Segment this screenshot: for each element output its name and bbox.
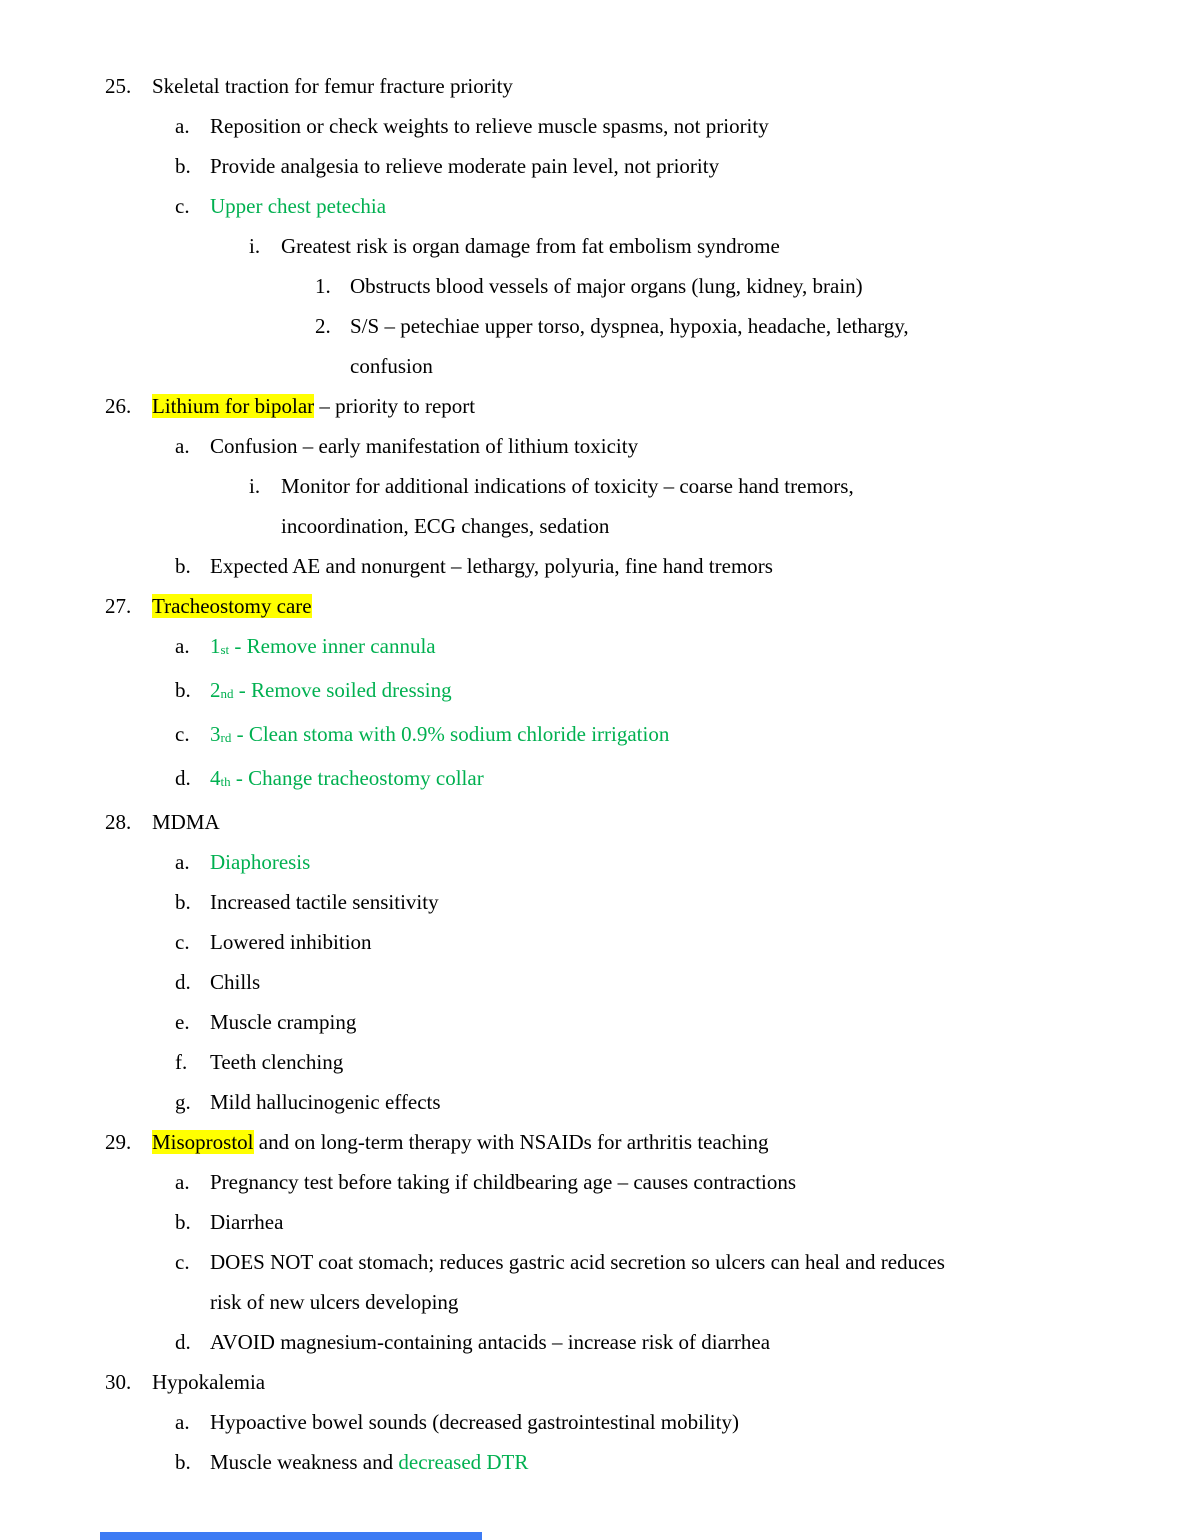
list-marker: b. <box>175 1210 191 1234</box>
list-line <box>0 146 1190 186</box>
list-text <box>281 474 854 538</box>
list-line <box>0 922 1190 962</box>
list-line <box>0 1442 1190 1482</box>
list-line <box>0 714 1190 758</box>
list-marker: i. <box>249 474 261 498</box>
list-line <box>0 758 1190 802</box>
list-line <box>0 802 1190 842</box>
text-segment: Monitor for additional indications of toxicity – coarse hand tremors, <box>281 474 854 498</box>
list-line <box>0 1242 1190 1322</box>
list-marker: a. <box>175 1170 190 1194</box>
text-segment: Muscle cramping <box>210 1010 357 1034</box>
list-marker: a. <box>175 634 190 658</box>
text-segment-green: 2 <box>210 678 221 702</box>
text-segment: risk of new ulcers developing <box>210 1290 459 1314</box>
list-marker: 2. <box>315 314 331 338</box>
list-text <box>152 74 513 98</box>
list-text <box>152 594 312 618</box>
list-text <box>210 1090 441 1114</box>
list-line <box>0 426 1190 466</box>
text-segment: Expected AE and nonurgent – lethargy, polyuria, fine hand tremors <box>210 554 773 578</box>
text-segment: Obstructs blood vessels of major organs (lung, kidney, brain) <box>350 274 863 298</box>
text-segment-green: 3 <box>210 722 221 746</box>
list-marker: d. <box>175 1330 191 1354</box>
list-marker: b. <box>175 1450 191 1474</box>
list-line <box>0 266 1190 306</box>
text-segment-green: - Clean stoma with 0.9% sodium chloride irrigation <box>231 722 670 746</box>
list-text <box>210 1050 343 1074</box>
text-segment: Provide analgesia to relieve moderate pain level, not priority <box>210 154 720 178</box>
text-segment: – priority to report <box>314 394 476 418</box>
list-text <box>152 1370 265 1394</box>
list-text <box>152 1130 768 1154</box>
list-text <box>210 1330 770 1354</box>
list-text <box>152 394 475 418</box>
text-segment: S/S – petechiae upper torso, dyspnea, hypoxia, headache, lethargy, <box>350 314 909 338</box>
list-text <box>210 970 260 994</box>
list-marker: 30. <box>105 1370 132 1394</box>
list-marker: 27. <box>105 594 132 618</box>
list-line <box>0 626 1190 670</box>
text-segment: and on long-term therapy with NSAIDs for arthritis teaching <box>253 1130 769 1154</box>
text-segment-green: - Remove soiled dressing <box>233 678 452 702</box>
text-segment-green: decreased DTR <box>398 1450 529 1474</box>
list-marker: a. <box>175 434 190 458</box>
list-text <box>210 1170 796 1194</box>
list-marker: a. <box>175 1410 190 1434</box>
list-text <box>210 850 310 874</box>
list-line <box>0 962 1190 1002</box>
list-text <box>210 766 484 790</box>
text-segment-green: - Remove inner cannula <box>229 634 436 658</box>
text-segment: incoordination, ECG changes, sedation <box>281 514 610 538</box>
list-text <box>152 810 220 834</box>
list-text <box>210 1450 528 1474</box>
list-marker: g. <box>175 1090 191 1114</box>
list-marker: 1. <box>315 274 331 298</box>
list-marker: 25. <box>105 74 132 98</box>
list-text <box>210 434 638 458</box>
text-segment: Greatest risk is organ damage from fat embolism syndrome <box>281 234 780 258</box>
text-segment: Increased tactile sensitivity <box>210 890 439 914</box>
text-segment: Lowered inhibition <box>210 930 372 954</box>
list-line <box>0 1202 1190 1242</box>
list-text <box>210 890 439 914</box>
list-line <box>0 586 1190 626</box>
list-marker: c. <box>175 722 190 746</box>
text-segment: Confusion – early manifestation of lithium toxicity <box>210 434 639 458</box>
list-line <box>0 226 1190 266</box>
list-text <box>210 1250 945 1314</box>
list-text <box>210 634 436 658</box>
text-segment: Muscle weakness and <box>210 1450 399 1474</box>
list-line <box>0 1162 1190 1202</box>
text-segment-green: Upper chest petechia <box>210 194 387 218</box>
list-line <box>0 670 1190 714</box>
list-marker: e. <box>175 1010 190 1034</box>
list-text <box>210 1010 356 1034</box>
list-marker: i. <box>249 234 261 258</box>
list-text <box>210 554 773 578</box>
text-segment: Chills <box>210 970 261 994</box>
text-segment-green-sub: nd <box>220 686 234 701</box>
list-line <box>0 1002 1190 1042</box>
list-text <box>210 678 452 702</box>
list-marker: c. <box>175 1250 190 1274</box>
text-segment: Hypoactive bowel sounds (decreased gastrointestinal mobility) <box>210 1410 739 1434</box>
list-line <box>0 842 1190 882</box>
text-segment-green-sub: th <box>220 774 231 789</box>
list-marker: b. <box>175 678 191 702</box>
list-marker: d. <box>175 766 191 790</box>
text-segment-green: 1 <box>210 634 221 658</box>
text-segment: Skeletal traction for femur fracture priority <box>152 74 513 98</box>
text-segment-green: - Change tracheostomy collar <box>230 766 484 790</box>
list-line <box>0 1322 1190 1362</box>
list-line <box>0 1042 1190 1082</box>
list-marker: 26. <box>105 394 132 418</box>
text-segment: AVOID magnesium-containing antacids – increase risk of diarrhea <box>210 1330 771 1354</box>
text-segment-green: 4 <box>210 766 221 790</box>
list-text <box>281 234 780 258</box>
text-segment-green: Diaphoresis <box>210 850 311 874</box>
list-line <box>0 1402 1190 1442</box>
list-marker: 29. <box>105 1130 132 1154</box>
list-line <box>0 546 1190 586</box>
list-marker: b. <box>175 154 191 178</box>
text-segment: DOES NOT coat stomach; reduces gastric acid secretion so ulcers can heal and reduces <box>210 1250 945 1274</box>
list-marker: c. <box>175 930 190 954</box>
list-marker: f. <box>175 1050 188 1074</box>
list-text <box>210 1210 283 1234</box>
list-marker: a. <box>175 114 190 138</box>
text-segment-hl: Tracheostomy care <box>152 594 312 618</box>
list-text <box>210 154 719 178</box>
list-marker: d. <box>175 970 191 994</box>
list-text <box>210 930 372 954</box>
list-marker: a. <box>175 850 190 874</box>
text-segment: Hypokalemia <box>152 1370 266 1394</box>
list-line <box>0 466 1190 546</box>
list-marker: b. <box>175 554 191 578</box>
list-text <box>210 194 386 218</box>
text-segment: Teeth clenching <box>210 1050 344 1074</box>
text-segment: Reposition or check weights to relieve muscle spasms, not priority <box>210 114 769 138</box>
list-line <box>0 186 1190 226</box>
text-segment-green-sub: st <box>220 642 230 657</box>
list-marker: b. <box>175 890 191 914</box>
list-text <box>210 114 769 138</box>
list-text <box>210 722 669 746</box>
list-marker: c. <box>175 194 190 218</box>
text-segment: MDMA <box>152 810 220 834</box>
bottom-blue-highlight-bar <box>100 1532 482 1540</box>
list-line <box>0 1082 1190 1122</box>
list-line <box>0 386 1190 426</box>
text-segment: confusion <box>350 354 433 378</box>
text-segment-hl: Misoprostol <box>152 1130 254 1154</box>
list-text <box>210 1410 739 1434</box>
list-text <box>350 314 909 378</box>
text-segment-green-sub: rd <box>220 730 232 745</box>
list-line <box>0 1122 1190 1162</box>
text-segment: Pregnancy test before taking if childbearing age – causes contractions <box>210 1170 797 1194</box>
list-line <box>0 106 1190 146</box>
list-line <box>0 66 1190 106</box>
list-text <box>350 274 863 298</box>
list-line <box>0 882 1190 922</box>
text-segment: Mild hallucinogenic effects <box>210 1090 441 1114</box>
text-segment: Diarrhea <box>210 1210 284 1234</box>
list-line <box>0 1362 1190 1402</box>
text-segment-hl: Lithium for bipolar <box>152 394 315 418</box>
list-line <box>0 306 1190 386</box>
list-marker: 28. <box>105 810 132 834</box>
